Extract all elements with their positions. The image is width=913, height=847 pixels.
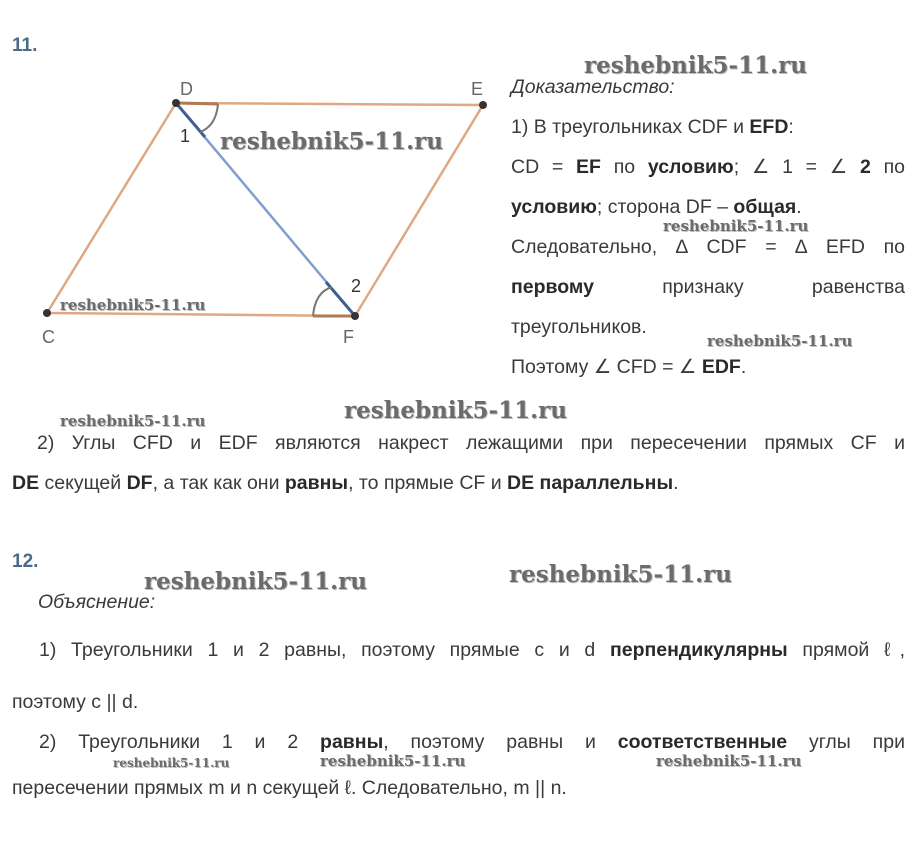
side-de [176,103,483,105]
point-d [172,99,180,107]
step2-line1: 2) Углы CFD и EDF являются накрест лежащими при пересечении прямых CF и [37,432,905,454]
label-d: D [180,79,193,99]
watermark: reshebnik5-11.ru [320,752,466,770]
explanation-heading: Объяснение: [38,591,156,613]
point-c [43,309,51,317]
step2-line2: DE секущей DF, а так как они равны, то прямые CF и DE параллельны. [12,472,679,494]
step1-line1: 1) В треугольниках CDF и EFD: [511,116,794,138]
explanation-p1 [12,630,905,670]
angle-1-label: 1 [180,126,191,146]
angle-2-label: 2 [351,276,362,296]
side-dc [47,103,176,313]
watermark: reshebnik5-11.ru [707,332,853,350]
point-e [479,101,487,109]
step1-line6: треугольников. [511,316,647,338]
label-f: F [343,327,354,347]
task-number-11: 11. [12,35,38,56]
step1-line2: CD = EF по условию; ∠ 1 = ∠ 2 по [511,156,905,178]
p2-line1: 2) Треугольники 1 и 2 равны, поэтому равны и соответственные углы при [39,731,905,753]
watermark: reshebnik5-11.ru [113,756,230,770]
step1-line4: Следовательно, ∆ CDF = ∆ EFD по [511,236,905,258]
watermark: reshebnik5-11.ru [60,412,206,430]
watermark: reshebnik5-11.ru [144,568,367,595]
watermark: reshebnik5-11.ru [344,397,567,424]
watermark: reshebnik5-11.ru [220,128,443,155]
proof-step2 [12,423,905,503]
point-f [351,312,359,320]
task-number-12: 12. [12,551,39,572]
proof-heading: Доказательство: [511,76,675,98]
step1-line7: Поэтому ∠ CFD = ∠ EDF. [511,356,747,378]
watermark: reshebnik5-11.ru [584,52,807,79]
label-c: C [42,327,55,347]
step1-line5: первому признаку равенства [511,276,905,298]
angle-1-arc [200,104,218,132]
watermark: reshebnik5-11.ru [656,752,802,770]
step1-line3: условию; сторона DF – общая. [511,196,802,218]
p1-line2: поэтому c || d. [12,691,139,713]
parallelogram-figure [0,60,500,360]
watermark: reshebnik5-11.ru [663,217,809,235]
label-e: E [471,79,484,99]
angle-2-arc [313,287,332,316]
watermark: reshebnik5-11.ru [509,561,732,588]
p1-line1: 1) Треугольники 1 и 2 равны, поэтому прямые c и d перпендикулярны прямой ℓ, [39,639,905,661]
side-de-mark [176,103,218,104]
watermark: reshebnik5-11.ru [60,296,206,314]
p2-line2: пересечении прямых m и n секущей ℓ. Следовательно, m || n. [12,777,567,799]
